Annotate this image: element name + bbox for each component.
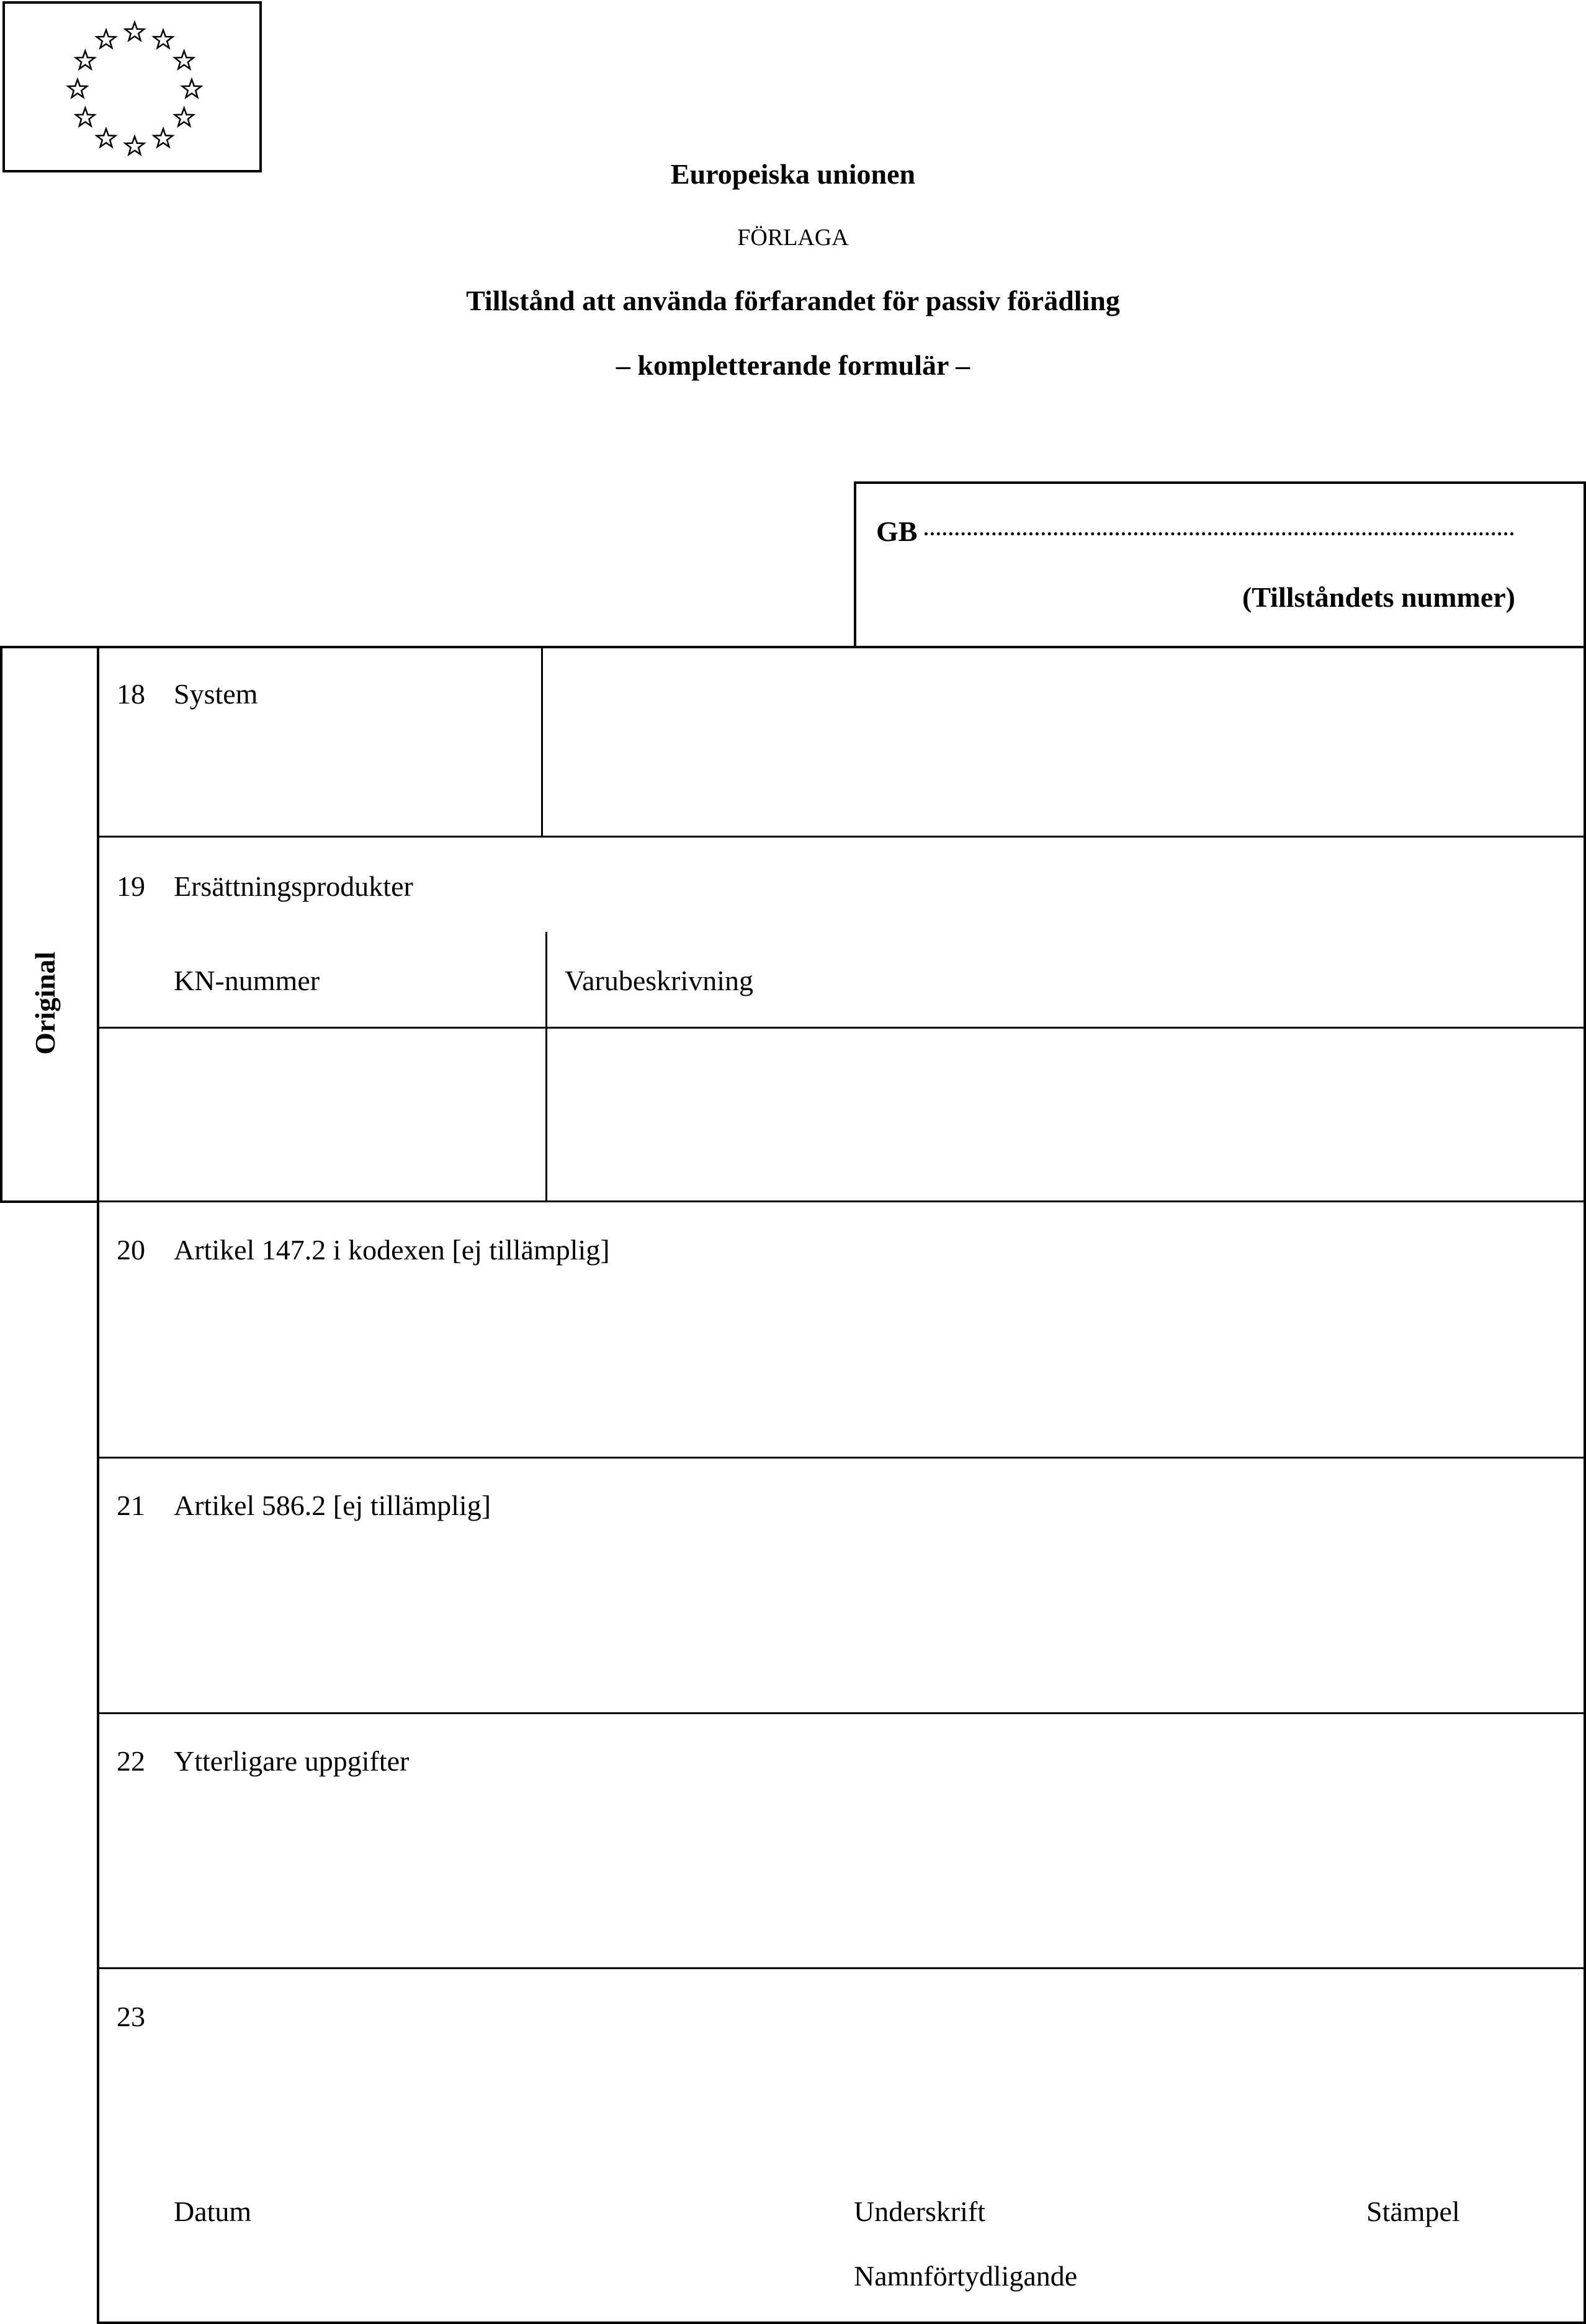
eu-star-icon <box>154 129 172 147</box>
model-label: FÖRLAGA <box>737 225 849 251</box>
box-22-input-area[interactable] <box>99 1789 1584 1967</box>
form-subtitle: – kompletterande formulär – <box>616 349 970 381</box>
eu-star-icon <box>154 30 172 48</box>
form-title: Tillstånd att använda förfarandet för passiv förädling <box>466 285 1120 316</box>
box-19-label: Ersättningsprodukter <box>174 870 413 902</box>
box-21-input-area[interactable] <box>99 1534 1584 1712</box>
permit-number-dotted-line[interactable] <box>925 532 1514 535</box>
separator-20-21 <box>97 1457 1586 1459</box>
box-23-signature-label: Underskrift <box>854 2196 986 2227</box>
box-20-number: 20 <box>117 1234 145 1266</box>
box-23-stamp-label: Stämpel <box>1366 2196 1460 2227</box>
separator-18-19 <box>97 836 1586 838</box>
box-19-cn-input-area[interactable] <box>99 1029 545 1200</box>
union-title: Europeiska unionen <box>670 158 916 190</box>
eu-star-icon <box>76 108 94 126</box>
box-19-col-cn-number: KN-nummer <box>174 965 320 996</box>
form-right-border <box>1584 481 1586 2324</box>
eu-star-icon <box>174 108 193 126</box>
eu-star-icon <box>97 129 115 147</box>
form-bottom-border <box>97 2322 1586 2324</box>
box-22-number: 22 <box>117 1745 145 1777</box>
eu-star-icon <box>182 79 201 97</box>
eu-star-icon <box>97 30 115 48</box>
box-19-number: 19 <box>117 870 145 902</box>
box-23-name-label: Namnförtydligande <box>854 2260 1078 2292</box>
permit-number-box <box>854 481 1586 647</box>
eu-star-icon <box>125 22 144 40</box>
original-bottom-border <box>0 1200 98 1203</box>
eu-star-icon <box>125 136 144 154</box>
box-21-number: 21 <box>117 1490 145 1521</box>
eu-star-icon <box>174 51 193 69</box>
box-20-label: Artikel 147.2 i kodexen [ej tillämplig] <box>174 1234 610 1266</box>
box-21-label: Artikel 586.2 [ej tillämplig] <box>174 1490 491 1521</box>
box-18-number: 18 <box>117 678 145 710</box>
original-left-border <box>0 646 2 1202</box>
separator-19-20 <box>97 1200 1586 1202</box>
box-18-label: System <box>174 678 258 710</box>
eu-star-icon <box>76 51 94 69</box>
box-19-col-description: Varubeskrivning <box>565 965 754 996</box>
box-20-input-area[interactable] <box>99 1278 1584 1457</box>
permit-prefix: GB <box>876 516 918 547</box>
box-19-description-input-area[interactable] <box>547 1029 1584 1200</box>
box-18-input-area[interactable] <box>543 648 1584 836</box>
separator-22-23 <box>97 1967 1586 1969</box>
eu-flag-icon <box>2 1 262 172</box>
box-22-label: Ytterligare uppgifter <box>174 1745 410 1777</box>
box-23-date-label: Datum <box>174 2196 252 2227</box>
separator-21-22 <box>97 1712 1586 1714</box>
eu-stars-icon <box>5 4 264 175</box>
permit-number-label: (Tillståndets nummer) <box>1242 581 1515 613</box>
side-original-label: Original <box>29 951 61 1055</box>
eu-star-icon <box>68 79 87 97</box>
box-23-number: 23 <box>117 2001 145 2032</box>
box-23-input-area[interactable] <box>99 2035 1584 2184</box>
